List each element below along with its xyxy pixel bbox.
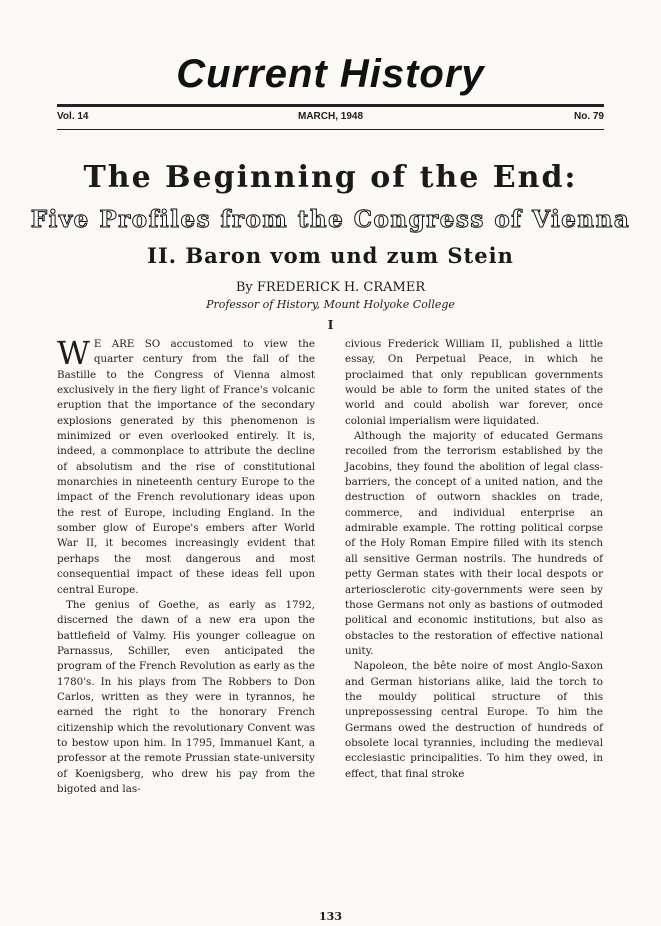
article-title-line3: II. Baron vom und zum Stein [147, 243, 514, 268]
masthead-rule-top [57, 104, 604, 107]
paragraph [57, 334, 315, 598]
paragraph: civious Frederick William II, published a little essay, On Perpetual Peace, in which he proclaimed that only republican governments would be able to form the united states of the world and could abolish war forever, once colonial imperialism were liquidated. [345, 338, 603, 427]
body-column-left [57, 334, 315, 797]
page-number: 133 [319, 910, 342, 923]
masthead-rule-bottom [57, 129, 604, 130]
article-title-line1: The Beginning of the End: [83, 160, 578, 195]
section-number: I [327, 318, 334, 332]
issue-number: No. 79 [573, 111, 604, 122]
paragraph: Although the majority of educated Germans recoiled from the terrorism established by the Jacobins, they found the abolition of legal class-barriers, the concept of a united nation, and the destruction of outworn shackles on trade, commerce, and individual enterprise an admirable example. The rotting political corpse of the Holy Roman Empire filled with its stench all sensitive German nostrils. The hundreds of petty German states with their local despots or arteriosclerotic city-governments were seen by those Germans not only as bastions of outmoded political and economic institutions, but also as obstacles to the restoration of effective national unity. [345, 430, 603, 657]
article-affiliation: Professor of History, Mount Holyoke College [206, 298, 455, 311]
masthead-title: Current History [176, 52, 485, 96]
drop-cap: W [57, 334, 90, 372]
article-title-line2: Five Profiles from the Congress of Vienna [30, 206, 631, 233]
article-byline: By FREDERICK H. CRAMER [235, 280, 426, 295]
paragraph: Napoleon, the bête noire of most Anglo-Saxon and German historians alike, laid the torch to the mouldy political structure of this unprepossessing central Europe. To him the Germans owed the destruction of hundreds of obsolete local tyrannies, including the medieval ecclesiastic principalities. To him they owed, in effect, that final stroke [345, 660, 603, 780]
paragraph: The genius of Goethe, as early as 1792, discerned the dawn of a new era upon the battlefield of Valmy. His younger colleague on Parnassus, Schiller, even anticipated the program of the French Revolution as early as the 1780's. In his plays from The Robbers to Don Carlos, written as they were in tyrannos, he earned the right to the honorary French citizenship which the revolutionary Convent was to bestow upon him. In 1795, Immanuel Kant, a professor at the remote Prussian state-university of Koenigsberg, who drew his pay from the bigoted and las- [57, 598, 315, 795]
issue-line [57, 111, 604, 125]
issue-volume: Vol. 14 [57, 111, 89, 122]
paragraph-text: E ARE SO accustomed to view the quarter century from the fall of the Bastille to the Congress of Vienna almost exclusively in the fiery light of France's volcanic eruption that the importance of the secondary explosions generated by this phenomenon is minimized or even overlooked entirely. It is, indeed, a commonplace to attribute the decline of absolutism and the rise of constitutional monarchies in nineteenth century Europe to the impact of the French revolutionary ideas upon the rest of Europe, including England. In the somber glow of Europe's embers after World War II, it becomes increasingly evident that perhaps the most dangerous and most consequential impact of these ideas fell upon central Europe. [57, 338, 315, 596]
body-column-right [345, 337, 603, 782]
issue-date: MARCH, 1948 [297, 111, 364, 122]
